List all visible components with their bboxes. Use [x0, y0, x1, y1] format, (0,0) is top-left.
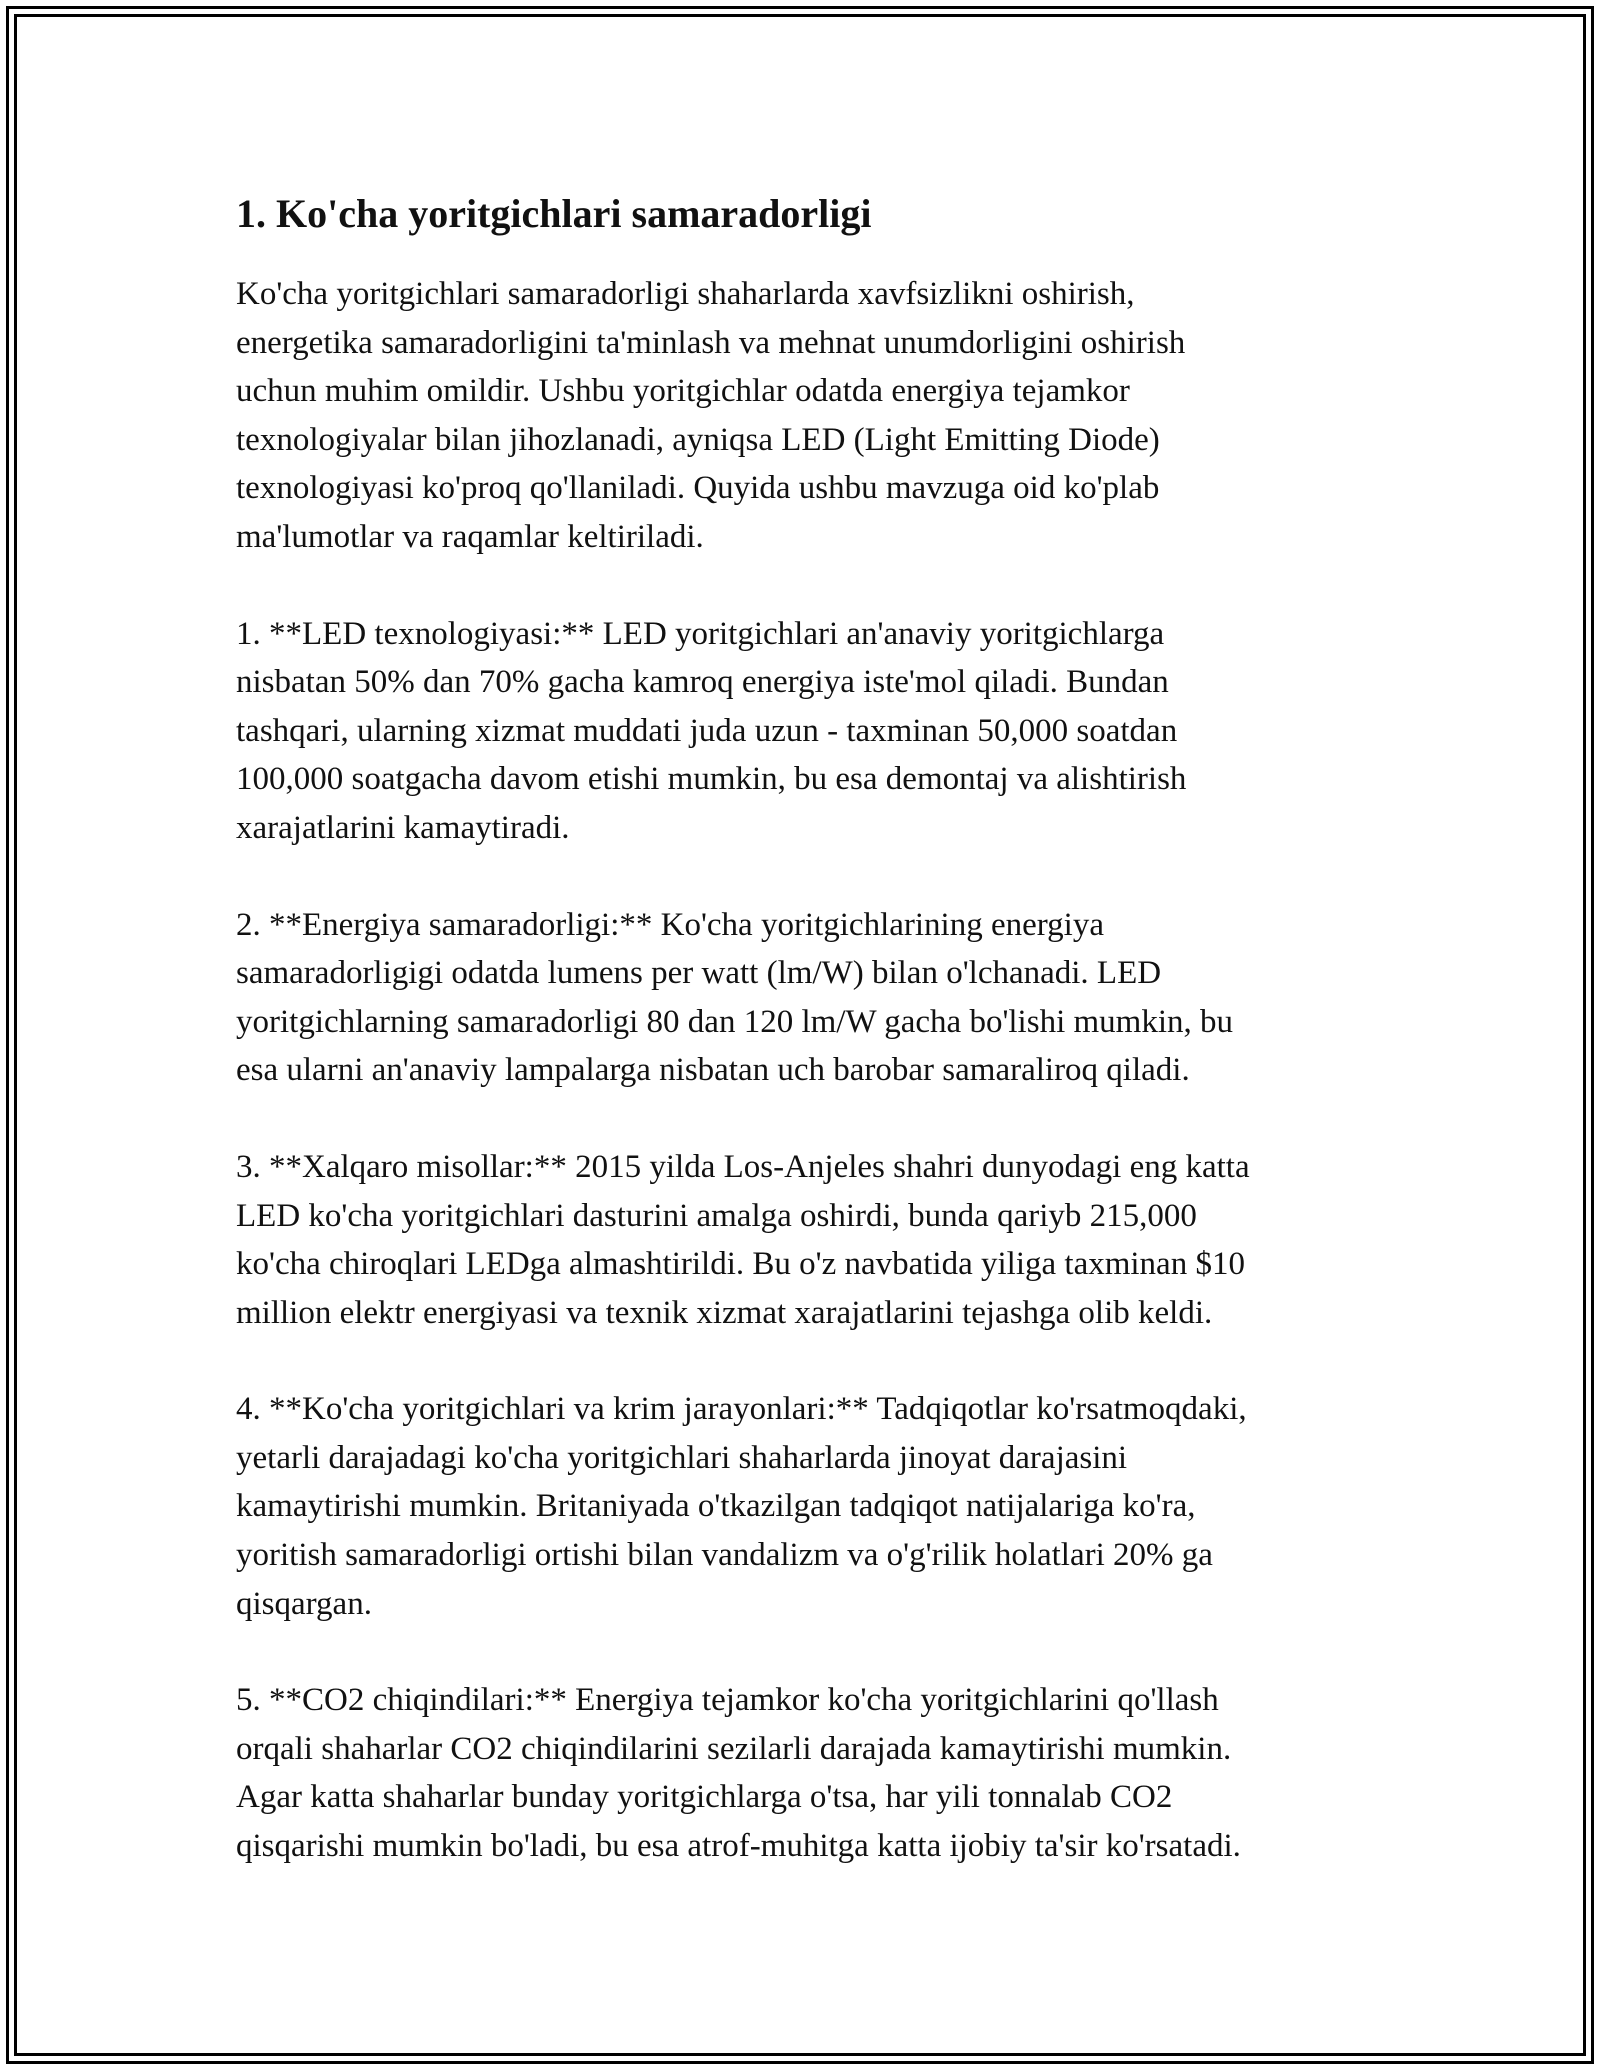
intro-paragraph: Ko'cha yoritgichlari samaradorligi shaharlarda xavfsizlikni oshirish, energetika samaradorligini ta'minlash va mehnat unumdorligini oshirish uchun muhim omildir. Ushbu yoritgichlar odatda energiya tejamkor texnologiyalar bilan jihozlanadi, ayniqsa LED (Light Emitting Diode) texnologiyasi ko'proq qo'llaniladi. Quyida ushbu mavzuga oid ko'plab ma'lumotlar va raqamlar keltiriladi. — [236, 276, 1186, 555]
document-body — [236, 186, 1396, 1919]
list-item-led-technology: 1. **LED texnologiyasi:** LED yoritgichlari an'anaviy yoritgichlarga nisbatan 50% dan 70% gacha kamroq energiya iste'mol qiladi. Bundan tashqari, ularning xizmat muddati juda uzun - taxminan 50,000 soatdan 100,000 soatgacha davom etishi mumkin, bu esa demontaj va alishtirish xarajatlarini kamaytiradi. — [236, 615, 1187, 846]
list-item-co2-emissions: 5. **CO2 chiqindilari:** Energiya tejamkor ko'cha yoritgichlarini qo'llash orqali shaharlar CO2 chiqindilarini sezilarli darajada kamaytirishi mumkin. Agar katta shaharlar bunday yoritgichlarga o'tsa, har yili tonnalab CO2 qisqarishi mumkin bo'ladi, bu esa atrof-muhitga katta ijobiy ta'sir ko'rsatadi. — [236, 1682, 1241, 1865]
list-item-international-examples: 3. **Xalqaro misollar:** 2015 yilda Los-Anjeles shahri dunyodagi eng katta LED ko'cha yoritgichlari dasturini amalga oshirdi, bunda qariyb 215,000 ko'cha chiroqlari LEDga almashtirildi. Bu o'z navbatida yiliga taxminan $10 million elektr energiyasi va texnik xizmat xarajatlarini tejashga olib keldi. — [236, 1148, 1250, 1331]
document-title: 1. Ko'cha yoritgichlari samaradorligi — [236, 191, 872, 236]
list-item-lighting-and-crime: 4. **Ko'cha yoritgichlari va krim jarayonlari:** Tadqiqotlar ko'rsatmoqdaki, yetarli darajadagi ko'cha yoritgichlari shaharlarda jinoyat darajasini kamaytirishi mumkin. Britaniyada o'tkazilgan tadqiqot natijalariga ko'ra, yoritish samaradorligi ortishi bilan vandalizm va o'g'rilik holatlari 20% ga qisqargan. — [236, 1391, 1247, 1622]
list-item-energy-efficiency: 2. **Energiya samaradorligi:** Ko'cha yoritgichlarining energiya samaradorligigi odatda lumens per watt (lm/W) bilan o'lchanadi. LED yoritgichlarning samaradorligi 80 dan 120 lm/W gacha bo'lishi mumkin, bu esa ularni an'anaviy lampalarga nisbatan uch barobar samaraliroq qiladi. — [236, 906, 1233, 1089]
